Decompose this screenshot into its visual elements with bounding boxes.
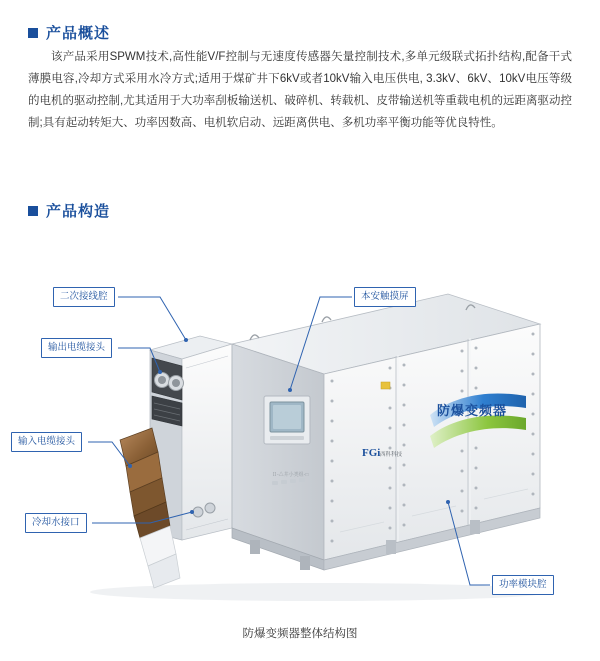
callout-label: 功率模块腔 (499, 579, 547, 590)
product-structure-figure (0, 240, 600, 640)
callout-label: 输出电缆接头 (48, 342, 106, 353)
callout-label: 输入电缆接头 (18, 436, 76, 447)
section-title-overview: 产品概述 (46, 25, 111, 42)
callout-intrinsically-safe-display (354, 287, 416, 307)
callout-power-module-cavity (492, 575, 554, 595)
svg-text:防爆变频器: 防爆变频器 (437, 403, 508, 418)
callout-label: 本安触摸屏 (361, 291, 409, 302)
section-title-structure: 产品构造 (46, 203, 111, 220)
callout-secondary-wiring-cavity (53, 287, 115, 307)
bullet-square-icon (28, 28, 38, 38)
svg-text:西科科技: 西科科技 (380, 452, 403, 458)
callout-input-cable-joint (11, 432, 82, 452)
callout-output-cable-joint (41, 338, 112, 358)
svg-text:Ⅱ-△井小类组-□: Ⅱ-△井小类组-□ (272, 472, 309, 478)
callout-label: 二次接线腔 (60, 291, 108, 302)
section-heading-structure (28, 200, 110, 221)
bullet-square-icon (28, 206, 38, 216)
callout-label: 冷却水接口 (32, 517, 80, 528)
overview-paragraph: 该产品采用SPWM技术,高性能V/F控制与无速度传感器矢量控制技术,多单元级联式拓扑结构,配备干式薄膜电容,冷却方式采用水冷方式;适用于煤矿井下6kV或者10kV输入电压供电, 3.3kV、6kV、10kV电压等级的电机的驱动控制,尤其适用于大功率刮板输送机、破碎机、转载机、皮带输送机等重载电机的远距离驱动控制;具有起动转矩大、功率因数高、电机软启动、远距离供电、多机功率平衡功能等优良特性。 (28, 51, 572, 129)
callout-cooling-water-port (25, 513, 87, 533)
section-heading-overview (28, 22, 110, 43)
figure-caption: 防爆变频器整体结构图 (242, 628, 358, 640)
touch-display-panel (264, 396, 310, 444)
svg-text:FGi: FGi (362, 447, 381, 459)
